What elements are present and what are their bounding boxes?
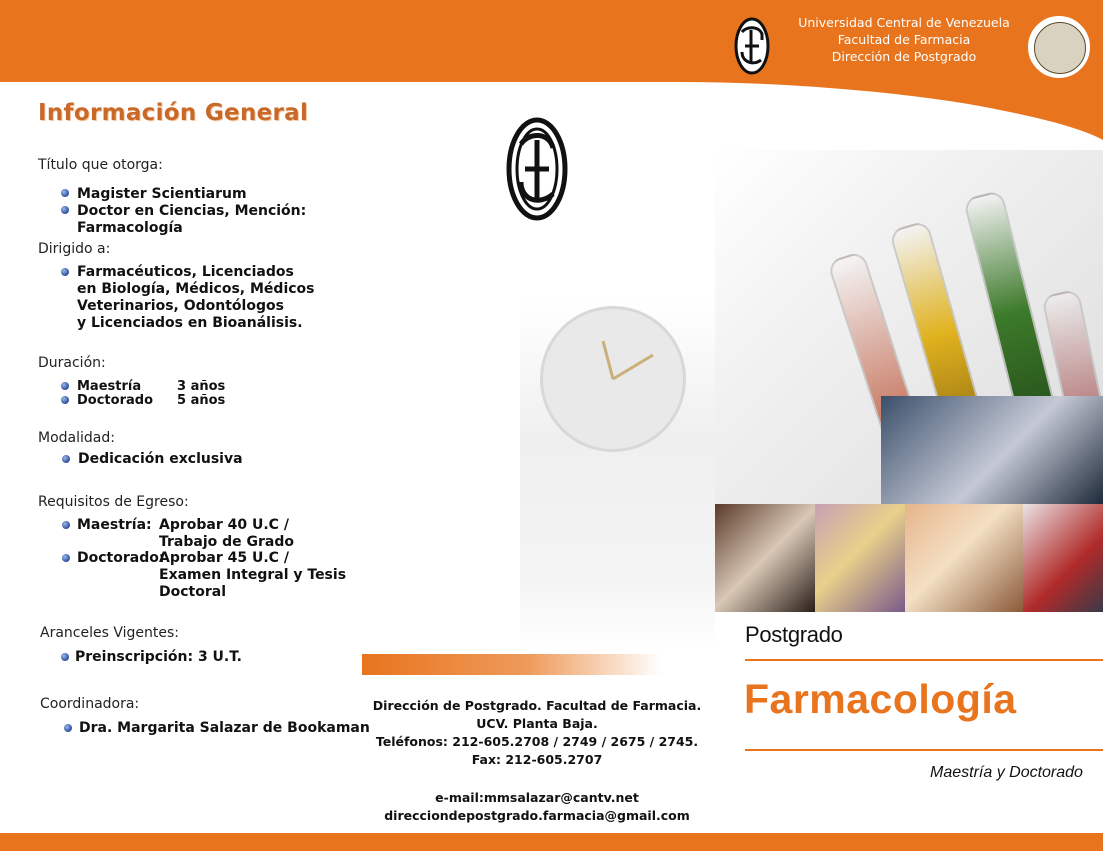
contact-line: UCV. Planta Baja.: [476, 716, 598, 731]
pills-image: [815, 504, 905, 612]
req-doctorado-name: Doctorado:: [77, 550, 165, 566]
duracion-label: Duración:: [38, 355, 106, 371]
dirigido-line: Veterinarios, Odontólogos: [77, 298, 284, 314]
bullet-icon: [62, 455, 70, 463]
req-doctorado-line: Examen Integral y Tesis: [159, 567, 347, 583]
modalidad-item: Dedicación exclusiva: [78, 451, 243, 467]
bullet-icon: [61, 206, 69, 214]
coordinadora-label: Coordinadora:: [40, 696, 140, 712]
req-maestria-name: Maestría:: [77, 517, 152, 533]
university-name: [790, 14, 1018, 65]
divider: [745, 659, 1103, 661]
pipette-image: [905, 504, 1023, 612]
dirigido-label: Dirigido a:: [38, 241, 111, 257]
program-title: Farmacología: [744, 676, 1017, 722]
contact-line: Teléfonos: 212-605.2708 / 2749 / 2675 / 2745.: [375, 734, 699, 749]
duracion-value: 3 años: [177, 379, 226, 394]
clock-icon: [540, 306, 686, 452]
program-subtitle: Maestría y Doctorado: [930, 764, 1083, 781]
bullet-icon: [62, 554, 70, 562]
titulo-label: Título que otorga:: [38, 157, 163, 173]
email-line: direcciondepostgrado.farmacia@gmail.com: [384, 808, 690, 823]
section-title: Información General: [38, 100, 309, 126]
titulo-item: Magister Scientiarum: [77, 186, 247, 202]
contact-line: Fax: 212-605.2707: [471, 752, 603, 767]
postgrado-label: Postgrado: [745, 622, 843, 647]
orange-strip: [362, 654, 662, 675]
duracion-name: Maestría: [77, 379, 142, 394]
bullet-icon: [61, 396, 69, 404]
lab-mouse-image: [715, 504, 815, 612]
req-maestria-line: Aprobar 40 U.C /: [159, 517, 289, 533]
faculty-line: Facultad de Farmacia: [837, 32, 971, 47]
bullet-icon: [61, 382, 69, 390]
email-line: e-mail:mmsalazar@cantv.net: [435, 790, 639, 805]
syringe-image: [1023, 504, 1103, 612]
duracion-value: 5 años: [177, 393, 226, 408]
req-doctorado-line: Aprobar 45 U.C /: [159, 550, 289, 566]
bullet-icon: [61, 189, 69, 197]
coordinadora-item: Dra. Margarita Salazar de Bookaman: [79, 720, 370, 736]
req-doctorado-line: Doctoral: [159, 584, 226, 600]
divider: [745, 749, 1103, 751]
faculty-logo-small: [733, 16, 771, 76]
requisitos-label: Requisitos de Egreso:: [38, 494, 189, 510]
bullet-icon: [64, 724, 72, 732]
modalidad-label: Modalidad:: [38, 430, 115, 446]
contact-block: [362, 697, 712, 825]
duracion-name: Doctorado: [77, 393, 153, 408]
university-seal-icon: [1028, 16, 1090, 78]
aranceles-label: Aranceles Vigentes:: [40, 625, 179, 641]
footer-band: [0, 833, 1103, 851]
university-line: Universidad Central de Venezuela: [798, 15, 1010, 30]
dirigido-line: Farmacéuticos, Licenciados: [77, 264, 294, 280]
bullet-icon: [61, 653, 69, 661]
dirigido-line: y Licenciados en Bioanálisis.: [77, 315, 303, 331]
faculty-logo: [505, 116, 569, 222]
lab-researchers-image: [881, 396, 1103, 504]
aranceles-item: Preinscripción: 3 U.T.: [75, 649, 242, 665]
department-line: Dirección de Postgrado: [831, 49, 977, 64]
contact-line: Dirección de Postgrado. Facultad de Farmacia.: [372, 698, 702, 713]
titulo-item: Farmacología: [77, 220, 183, 236]
bullet-icon: [62, 521, 70, 529]
req-maestria-line: Trabajo de Grado: [159, 534, 294, 550]
dirigido-line: en Biología, Médicos, Médicos: [77, 281, 315, 297]
bullet-icon: [61, 268, 69, 276]
titulo-item: Doctor en Ciencias, Mención:: [77, 203, 307, 219]
